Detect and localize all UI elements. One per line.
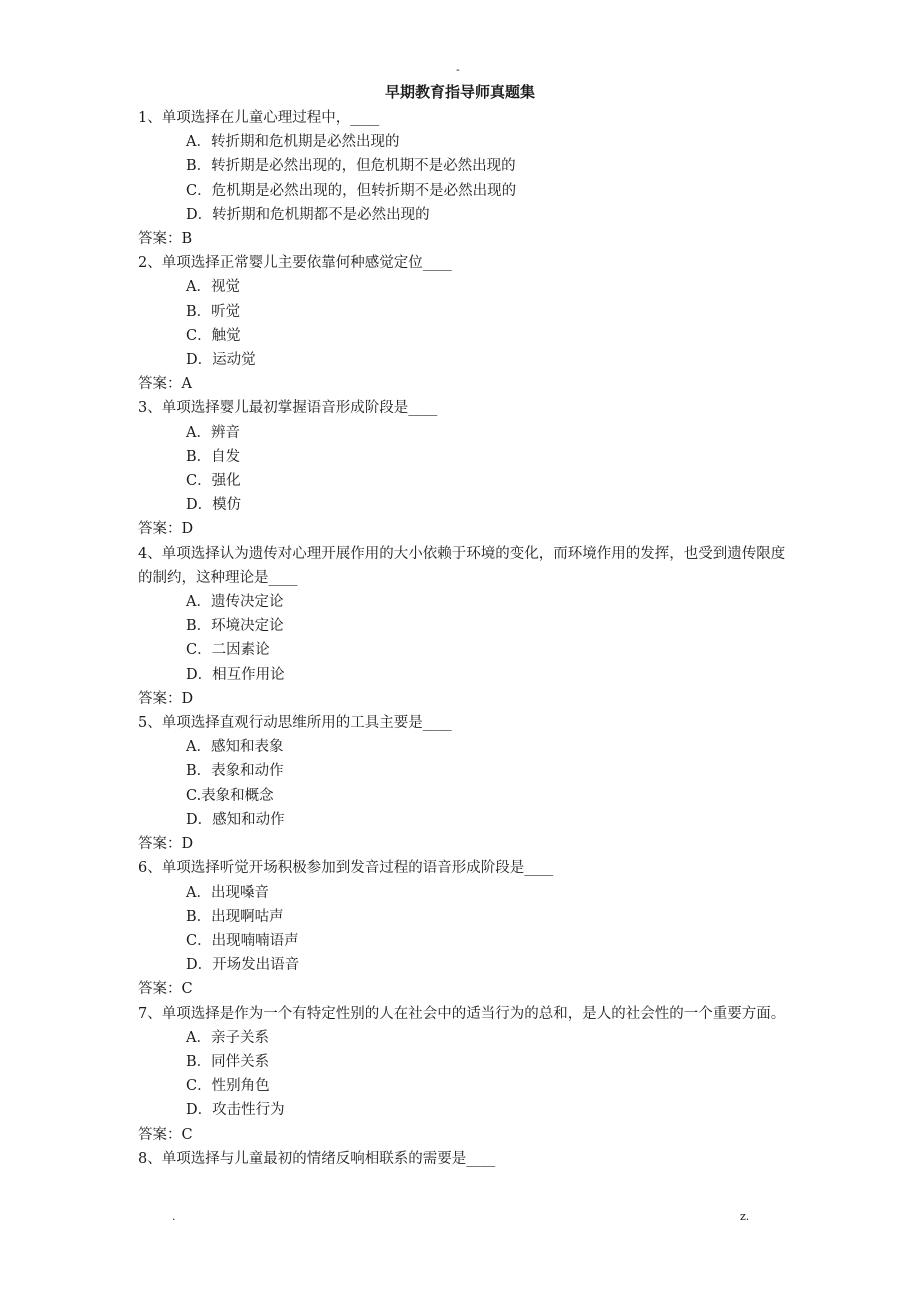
- answer-option: A．转折期和危机期是必然出现的: [186, 134, 400, 151]
- answer-option: D．攻击性行为: [186, 1102, 285, 1119]
- answer-key: 答案：D: [138, 836, 194, 853]
- answer-option: C．触觉: [186, 327, 241, 344]
- footer-right-mark: z.: [740, 1210, 750, 1223]
- answer-option: C．出现喃喃语声: [186, 932, 299, 949]
- answer-option: A．出现嗓音: [186, 884, 269, 901]
- answer-option: D．相互作用论: [186, 666, 285, 683]
- header-mark: -: [456, 63, 460, 76]
- question-text: 4、单项选择认为遗传对心理开展作用的大小依赖于环境的变化，而环境作用的发挥，也受到遗传限度的制约，这种理论是____: [138, 545, 786, 586]
- answer-option: C.表象和概念: [186, 787, 274, 804]
- question-text: 7、单项选择是作为一个有特定性别的人在社会中的适当行为的总和，是人的社会性的一个重要方面。: [138, 1005, 786, 1022]
- answer-option: C．二因素论: [186, 642, 270, 659]
- answer-key: 答案：D: [138, 521, 194, 538]
- answer-option: B．同伴关系: [186, 1053, 270, 1070]
- question-text: 6、单项选择听觉开场积极参加到发音过程的语音形成阶段是____: [138, 860, 554, 877]
- answer-option: C．危机期是必然出现的，但转折期不是必然出现的: [186, 182, 517, 199]
- answer-option: D．感知和动作: [186, 811, 285, 828]
- question-text: 3、单项选择婴儿最初掌握语音形成阶段是____: [138, 400, 438, 417]
- answer-option: B．自发: [186, 448, 241, 465]
- answer-option: D．开场发出语音: [186, 957, 300, 974]
- answer-option: A．遗传决定论: [186, 594, 284, 611]
- answer-option: B．转折期是必然出现的，但危机期不是必然出现的: [186, 158, 516, 175]
- answer-option: D．运动觉: [186, 352, 256, 369]
- answer-option: B．出现啊咕声: [186, 908, 284, 925]
- footer-left-mark: .: [172, 1210, 176, 1223]
- answer-option: B．环境决定论: [186, 618, 284, 635]
- answer-option: C．性别角色: [186, 1078, 270, 1095]
- answer-key: 答案：C: [138, 1126, 193, 1143]
- answer-key: 答案：C: [138, 981, 193, 998]
- answer-option: A．视觉: [186, 279, 240, 296]
- answer-option: B．听觉: [186, 303, 241, 320]
- answer-option: B．表象和动作: [186, 763, 284, 780]
- answer-key: 答案：B: [138, 231, 193, 248]
- answer-option: D．模仿: [186, 497, 242, 514]
- answer-option: C．强化: [186, 473, 241, 490]
- answer-option: A．辨音: [186, 424, 240, 441]
- answer-option: D．转折期和危机期都不是必然出现的: [186, 206, 430, 223]
- answer-option: A．亲子关系: [186, 1029, 269, 1046]
- question-text: 2、单项选择正常婴儿主要依靠何种感觉定位____: [138, 255, 452, 272]
- question-text: 1、单项选择在儿童心理过程中，____: [138, 110, 380, 126]
- answer-option: A．感知和表象: [186, 739, 284, 756]
- question-list: [138, 106, 788, 1171]
- question-text: 5、单项选择直观行动思维所用的工具主要是____: [138, 715, 452, 732]
- answer-key: 答案：D: [138, 690, 194, 707]
- page-title: 早期教育指导师真题集: [384, 83, 535, 101]
- question-text: 8、单项选择与儿童最初的情绪反响相联系的需要是____: [138, 1150, 496, 1167]
- answer-key: 答案：A: [138, 376, 192, 393]
